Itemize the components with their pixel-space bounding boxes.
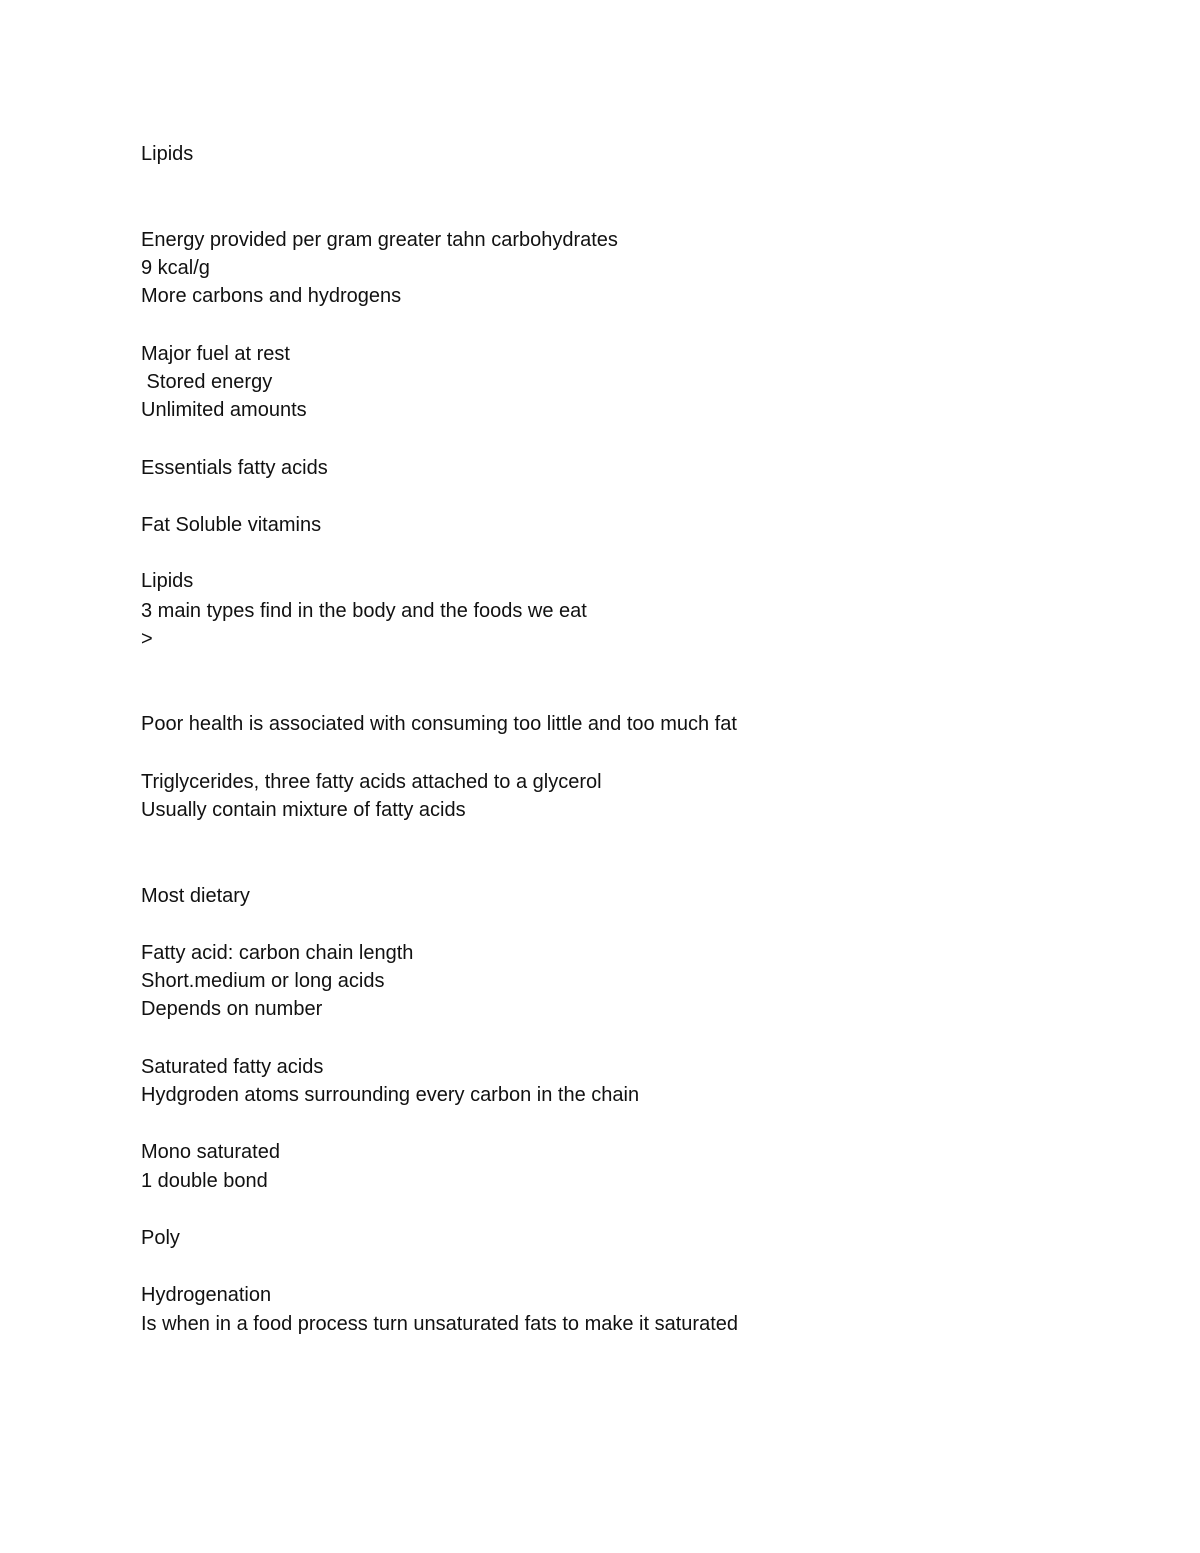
doc-line: Fatty acid: carbon chain length bbox=[141, 942, 414, 964]
doc-line: Unlimited amounts bbox=[141, 399, 307, 421]
doc-title: Lipids bbox=[141, 143, 194, 165]
doc-line: Fat Soluble vitamins bbox=[141, 514, 322, 536]
doc-line: Saturated fatty acids bbox=[141, 1056, 324, 1078]
doc-line: Short.medium or long acids bbox=[141, 970, 385, 992]
doc-line: Depends on number bbox=[141, 998, 323, 1020]
doc-line: Major fuel at rest bbox=[141, 343, 290, 365]
doc-line: Triglycerides, three fatty acids attached to a glycerol bbox=[141, 771, 602, 793]
doc-line: 1 double bond bbox=[141, 1170, 268, 1192]
doc-line: Is when in a food process turn unsaturated fats to make it saturated bbox=[141, 1313, 739, 1335]
doc-line: Hydrogenation bbox=[141, 1284, 272, 1306]
doc-line: More carbons and hydrogens bbox=[141, 285, 402, 307]
doc-line: Essentials fatty acids bbox=[141, 457, 328, 479]
doc-line: 9 kcal/g bbox=[141, 257, 210, 279]
doc-line: Hydgroden atoms surrounding every carbon in the chain bbox=[141, 1084, 640, 1106]
doc-line: Energy provided per gram greater tahn carbohydrates bbox=[141, 229, 618, 251]
doc-line: 3 main types find in the body and the foods we eat bbox=[141, 600, 587, 622]
doc-line: Lipids bbox=[141, 570, 194, 592]
doc-line: Most dietary bbox=[141, 885, 250, 907]
doc-line: Usually contain mixture of fatty acids bbox=[141, 799, 466, 821]
doc-line: Mono saturated bbox=[141, 1141, 280, 1163]
doc-line: Poor health is associated with consuming too little and too much fat bbox=[141, 713, 737, 735]
doc-line: Stored energy bbox=[141, 371, 273, 393]
doc-line: > bbox=[141, 628, 153, 650]
doc-line: Poly bbox=[141, 1227, 180, 1249]
